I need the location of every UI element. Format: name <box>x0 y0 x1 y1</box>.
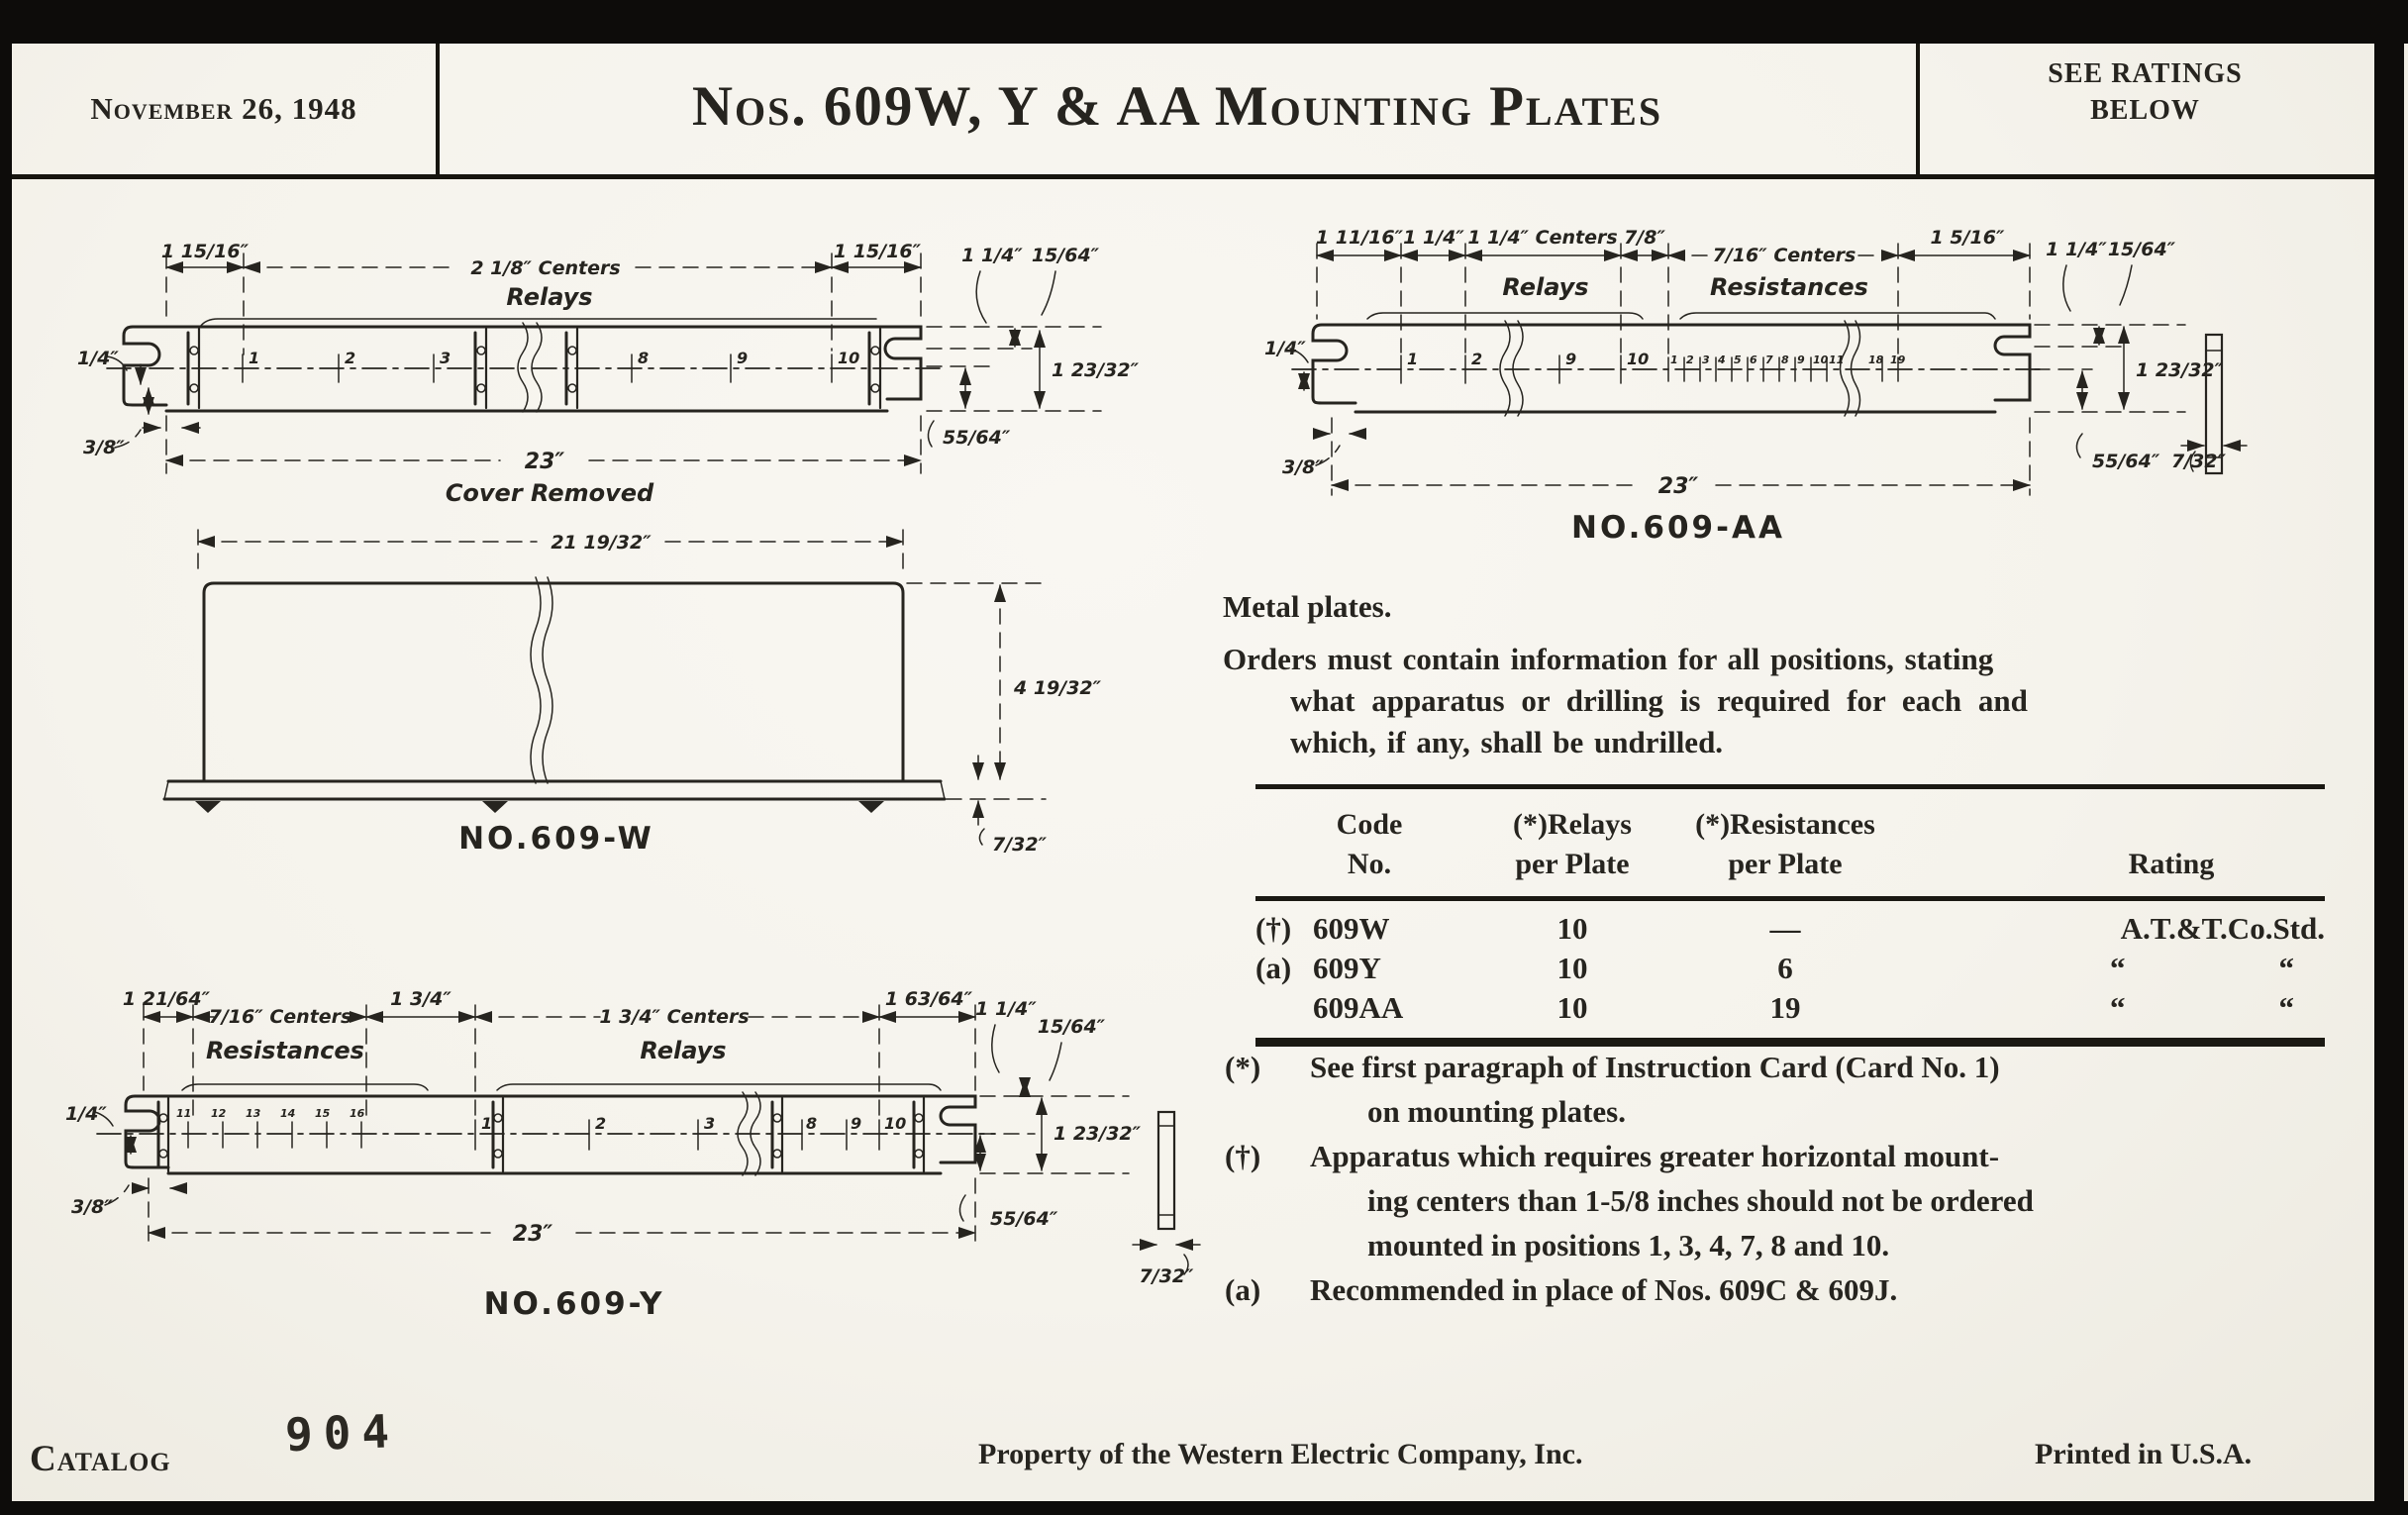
header-line: per Plate <box>1515 848 1630 880</box>
left-dimensions <box>1264 338 1365 478</box>
position-number: 10 <box>1813 354 1829 366</box>
header-date: November 26, 1948 <box>90 91 357 126</box>
dim-label: 1 15/16″ <box>833 241 922 262</box>
resistances-cell: 6 <box>1777 951 1793 985</box>
height-dimension <box>907 583 1102 799</box>
dim-label: 15/64″ <box>2107 239 2176 260</box>
dim-label: 23″ <box>512 1222 553 1247</box>
relays-cell: 10 <box>1556 990 1588 1025</box>
dim-label: 1 23/32″ <box>1052 359 1140 381</box>
dim-label: 4 19/32″ <box>1014 677 1102 699</box>
relays-caption: Relays <box>1502 273 1589 301</box>
position-number: 3 <box>704 1114 716 1133</box>
plate-label-609aa: NO.609-AA <box>1571 510 1785 546</box>
page-title: Nos. 609W, Y & AA Mounting Plates <box>691 75 1663 138</box>
property-notice: Property of the Western Electric Company, Inc. <box>978 1438 1583 1470</box>
footnotes <box>1225 1045 2354 1312</box>
position-number: 4 <box>1718 354 1726 366</box>
dim-label: 1/4″ <box>1264 338 1306 359</box>
header-line: (*)Resistances <box>1695 808 1875 841</box>
plate-outline <box>126 1084 975 1173</box>
column-header-relays <box>1483 805 1661 884</box>
drawing-609w-front-view <box>149 520 1287 861</box>
footnote-line: Recommended in place of Nos. 609C & 609J. <box>1310 1272 1898 1307</box>
dim-label: 1 21/64″ <box>122 988 211 1010</box>
ratings-note-line1: SEE RATINGS <box>2048 58 2243 89</box>
dim-label: 1 63/64″ <box>884 988 973 1010</box>
row-marker: (a) <box>1255 951 1292 985</box>
header-ratings-note <box>1920 55 2370 129</box>
row-marker: (†) <box>1255 911 1292 946</box>
dim-label: 1 5/16″ <box>1930 227 2005 249</box>
position-number: 2 <box>1686 354 1694 366</box>
code-cell <box>1255 988 1483 1028</box>
position-number: 8 <box>1781 354 1789 366</box>
footnote-line: on mounting plates. <box>1367 1094 1626 1129</box>
footnote-line: ing centers than 1-5/8 inches should not be ordered <box>1367 1183 2034 1218</box>
right-dimensions <box>959 998 1141 1230</box>
rating-cell: “ “ <box>2110 951 2325 985</box>
table-body <box>1255 901 2325 1038</box>
code-number: 609AA <box>1313 990 1404 1025</box>
footnote-marker: (*) <box>1225 1050 1261 1084</box>
header-rule <box>12 174 2374 179</box>
position-number: 16 <box>350 1107 365 1120</box>
position-number: 10 <box>838 349 860 367</box>
header-line: per Plate <box>1728 848 1843 880</box>
orders-line: what apparatus or drilling is required for each and <box>1290 683 2028 718</box>
rating-cell: “ “ <box>2110 990 2325 1025</box>
dim-label: 7/16″ Centers <box>208 1006 352 1028</box>
dim-label: 15/64″ <box>1031 245 1100 266</box>
position-number: 18 <box>1868 354 1884 366</box>
position-number: 9 <box>1797 354 1805 366</box>
scan-border-left <box>0 0 12 1515</box>
dim-label: 1 23/32″ <box>2136 359 2224 381</box>
footnote-a <box>1225 1267 2354 1312</box>
right-dimensions <box>2035 239 2224 472</box>
dim-label: 2 1/8″ Centers <box>470 257 621 279</box>
relays-cell: 10 <box>1556 951 1588 985</box>
position-number: 9 <box>737 349 749 367</box>
dim-label: 1 1/4″ <box>1403 227 1464 249</box>
top-dimensions <box>123 988 975 1118</box>
dim-label: 23″ <box>1657 474 1699 499</box>
position-number: 12 <box>211 1107 227 1120</box>
dim-label: 1 3/4″ Centers <box>599 1006 750 1028</box>
code-cell <box>1255 949 1483 988</box>
relays-cell: 10 <box>1556 911 1588 946</box>
position-number: 6 <box>1750 354 1757 366</box>
position-number: 2 <box>1471 350 1483 368</box>
footnote-line: Apparatus which requires greater horizontal mount- <box>1310 1139 2000 1173</box>
drawing-609aa <box>1253 226 2406 553</box>
plate-label-609y: NO.609-Y <box>483 1286 665 1322</box>
centerline-and-positions <box>1292 350 2045 383</box>
cover-outline <box>204 577 903 783</box>
dim-label: 7/32″ <box>992 834 1048 856</box>
code-number: 609Y <box>1313 951 1381 985</box>
break-lines <box>1500 321 1860 416</box>
position-number: 10 <box>884 1114 907 1133</box>
dim-label: 1 1/4″ Centers <box>1467 227 1618 249</box>
page-number-stamp: 904 <box>284 1403 402 1463</box>
dim-label: 7/16″ Centers <box>1712 245 1856 266</box>
dim-label: 1 11/16″ <box>1315 227 1404 249</box>
dim-label: 55/64″ <box>943 427 1011 449</box>
row-marker <box>1255 988 1313 1028</box>
position-number: 1 <box>1407 350 1419 368</box>
header-divider-right <box>1916 44 1920 174</box>
orders-line: Orders must contain information for all positions, stating <box>1223 642 1994 676</box>
position-number: 19 <box>1890 354 1906 366</box>
table-row <box>1255 909 2325 949</box>
top-dimensions <box>1316 227 2030 354</box>
dim-label: 23″ <box>524 450 565 474</box>
table-row <box>1255 988 2325 1028</box>
footnote-line: mounted in positions 1, 3, 4, 7, 8 and 10. <box>1367 1228 1890 1262</box>
base-thickness-dimension <box>978 756 1048 856</box>
dim-label: 1 15/16″ <box>160 241 250 262</box>
scan-border-top <box>0 0 2408 44</box>
scan-border-bottom <box>0 1501 2408 1515</box>
position-number: 11 <box>176 1107 192 1120</box>
centerline-and-positions <box>97 1107 995 1150</box>
footnote-marker: (†) <box>1225 1139 1261 1173</box>
metal-plates-note: Metal plates. <box>1223 589 1392 624</box>
relay-clamps <box>158 1098 924 1171</box>
width-dimension <box>1332 418 2030 499</box>
dim-label: 1/4″ <box>65 1103 107 1125</box>
width-dimension <box>198 530 903 577</box>
position-number: 2 <box>595 1114 607 1133</box>
rating-cell: A.T.&T.Co.Std. <box>2120 911 2325 946</box>
dim-label: 1/4″ <box>77 348 119 369</box>
header-line: No. <box>1347 848 1392 880</box>
resistances-cell: 19 <box>1769 990 1801 1025</box>
position-number: 9 <box>1565 350 1577 368</box>
drawing-609w-top-view <box>50 238 1257 515</box>
position-number: 10 <box>1627 350 1650 368</box>
catalog-label: Catalog <box>30 1439 171 1479</box>
position-number: 1 <box>481 1114 493 1133</box>
code-number: 609W <box>1313 911 1390 946</box>
footnote-marker: (a) <box>1225 1272 1261 1307</box>
table-row <box>1255 949 2325 988</box>
footnote-asterisk <box>1225 1045 2354 1134</box>
dim-label: 3/8″ <box>83 437 125 458</box>
ratings-note-line2: BELOW <box>2090 95 2200 126</box>
header-line: (*)Relays <box>1513 808 1632 841</box>
position-number: 8 <box>638 349 650 367</box>
dim-label: 21 19/32″ <box>551 532 652 554</box>
position-number: 3 <box>1702 354 1710 366</box>
code-cell <box>1255 909 1483 949</box>
break-lines <box>518 323 542 412</box>
printed-notice: Printed in U.S.A. <box>2035 1438 2253 1470</box>
header-line: Rating <box>2128 848 2215 880</box>
orders-line: which, if any, shall be undrilled. <box>1290 725 1724 759</box>
footnote-dagger <box>1225 1134 2354 1267</box>
plate-label-609w: NO.609-W <box>458 821 654 857</box>
header-divider-left <box>436 44 440 174</box>
dim-label: 1 3/4″ <box>390 988 452 1010</box>
resistances-caption: Resistances <box>1710 273 1868 301</box>
position-number: 7 <box>1765 354 1773 366</box>
header-line: Code <box>1336 808 1403 841</box>
centerline-and-positions <box>107 349 943 382</box>
footnote-line: See first paragraph of Instruction Card (Card No. 1) <box>1310 1050 2000 1084</box>
position-number: 15 <box>315 1107 331 1120</box>
resistances-caption: Resistances <box>206 1037 364 1064</box>
dim-label: 55/64″ <box>990 1208 1058 1230</box>
resistances-cell: — <box>1769 911 1801 946</box>
cover-removed-caption: Cover Removed <box>445 479 654 507</box>
right-dimensions <box>927 245 1140 449</box>
position-number: 9 <box>851 1114 862 1133</box>
width-dimension <box>166 416 921 474</box>
side-view-bar <box>2171 335 2247 473</box>
orders-paragraph <box>1223 639 2332 763</box>
dim-label: 1 1/4″ <box>961 245 1023 266</box>
position-number: 2 <box>345 349 356 367</box>
ratings-table <box>1255 784 2325 1047</box>
dim-label: 7/32″ <box>1139 1265 1194 1287</box>
drawing-609y <box>50 985 1267 1362</box>
dim-label: 1 1/4″ <box>2046 239 2107 260</box>
side-view-bar <box>1133 1112 1200 1287</box>
dim-label: 1 23/32″ <box>1054 1123 1142 1145</box>
dim-label: 1 1/4″ <box>975 998 1037 1020</box>
base-plate <box>164 781 945 813</box>
column-header-resistances <box>1661 805 1909 884</box>
width-dimension <box>149 1178 975 1247</box>
dim-label: 3/8″ <box>71 1196 113 1218</box>
relays-caption: Relays <box>640 1037 727 1064</box>
position-number: 8 <box>806 1114 818 1133</box>
position-number: 1 <box>1670 354 1678 366</box>
position-number: 5 <box>1734 354 1742 366</box>
position-number: 14 <box>280 1107 296 1120</box>
column-header-code <box>1255 805 1483 884</box>
dim-label: 7/32″ <box>2171 451 2227 472</box>
dim-label: 3/8″ <box>1282 456 1324 478</box>
table-header <box>1255 789 2325 896</box>
dim-label: 15/64″ <box>1037 1016 1106 1038</box>
column-header-rating <box>1909 805 2325 884</box>
relays-caption: Relays <box>506 283 593 311</box>
position-number: 13 <box>246 1107 261 1120</box>
position-number: 11 <box>1829 354 1845 366</box>
dim-label: 55/64″ <box>2092 451 2160 472</box>
dim-label: 7/8″ <box>1624 227 1665 249</box>
position-number: 3 <box>440 349 452 367</box>
position-number: 1 <box>249 349 260 367</box>
